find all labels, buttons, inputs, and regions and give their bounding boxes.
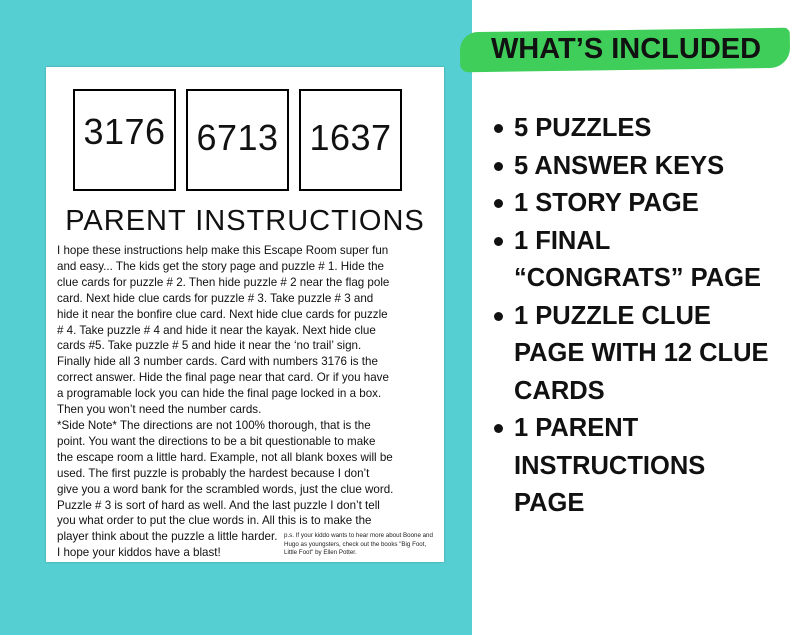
- included-item: [494, 223, 794, 298]
- included-item: [494, 298, 794, 411]
- instructions-line: Puzzle # 3 is sort of hard as well. And the last puzzle I don’t tell: [57, 498, 380, 512]
- instructions-line: clue cards for puzzle # 2. Then hide puzzle # 2 near the flag pole: [57, 275, 390, 289]
- bullet-icon: [494, 424, 503, 433]
- instructions-line: a programable lock you can hide the final page locked in a box.: [57, 387, 382, 401]
- instructions-line: card. Next hide clue cards for puzzle # 3. Take puzzle # 3 and: [57, 291, 374, 305]
- instructions-line: # 4. Take puzzle # 4 and hide it near the kayak. Next hide clue: [57, 323, 376, 337]
- included-item: [494, 148, 794, 186]
- included-item-text: 1 PARENT: [514, 414, 639, 442]
- included-item-text: 5 PUZZLES: [514, 114, 652, 142]
- included-item-text: CARDS: [514, 376, 605, 405]
- number-card-3-value: 1637: [309, 117, 392, 158]
- instructions-line: I hope your kiddos have a blast!: [57, 546, 221, 560]
- whats-included-heading: WHAT’S INCLUDED: [490, 33, 762, 65]
- number-card-1: [73, 89, 176, 191]
- included-item: [494, 410, 794, 523]
- instructions-line: *Side Note* The directions are not 100% thorough, that is the: [57, 418, 371, 432]
- number-card-2: [186, 89, 289, 191]
- included-item-text: 1 STORY PAGE: [514, 189, 699, 217]
- postscript-note: p.s. If your kiddo wants to hear more about Boone and Hugo as youngsters, check out the books "Big Foot, Little Foot" by Ellen Potter.: [284, 532, 433, 557]
- instructions-line: and easy... The kids get the story page and puzzle # 1. Hide the: [57, 259, 384, 273]
- included-item-text: 1 PUZZLE CLUE: [514, 301, 711, 330]
- instructions-line: used. The first puzzle is probably the hardest because I don’t: [57, 466, 370, 480]
- included-item: [494, 110, 794, 148]
- parent-instructions-page: [46, 67, 444, 562]
- instructions-line: Then you won’t need the number cards.: [57, 403, 262, 417]
- included-item-text: PAGE: [514, 489, 585, 517]
- included-list: [494, 110, 794, 523]
- instructions-line: Finally hide all 3 number cards. Card with numbers 3176 is the: [57, 355, 378, 369]
- included-item-text: INSTRUCTIONS: [514, 451, 706, 480]
- number-card-1-value: 3176: [83, 111, 166, 152]
- instructions-line: player think about the puzzle a little harder.: [57, 530, 278, 544]
- included-item-text: PAGE WITH 12 CLUE: [514, 339, 769, 367]
- included-item-text: 1 FINAL: [514, 226, 611, 255]
- included-item: [494, 185, 794, 223]
- bullet-icon: [494, 312, 503, 321]
- bullet-icon: [494, 162, 503, 171]
- instructions-line: give you a word bank for the scrambled words, just the clue word.: [57, 482, 394, 496]
- number-card-2-value: 6713: [196, 117, 279, 158]
- bullet-icon: [494, 124, 503, 133]
- page-title: PARENT INSTRUCTIONS: [65, 205, 425, 237]
- instructions-body: [57, 243, 437, 561]
- instructions-line: cards #5. Take puzzle # 5 and hide it near the ‘no trail’ sign.: [57, 339, 362, 353]
- included-item-text: 5 ANSWER KEYS: [514, 151, 725, 180]
- instructions-line: the escape room a little hard. Example, not all blank boxes will be: [57, 450, 393, 464]
- instructions-line: you what order to put the clue words in. All this is to make the: [57, 514, 372, 528]
- instructions-line: I hope these instructions help make this Escape Room super fun: [57, 244, 389, 257]
- included-item-text: “CONGRATS” PAGE: [514, 264, 761, 292]
- bullet-icon: [494, 199, 503, 208]
- instructions-line: hide it near the bonfire clue card. Next hide clue cards for puzzle: [57, 307, 388, 321]
- number-card-3: [299, 89, 402, 191]
- instructions-line: point. You want the directions to be a bit questionable to make: [57, 434, 376, 448]
- instructions-line: correct answer. Hide the final page near that card. Or if you have: [57, 371, 389, 385]
- bullet-icon: [494, 237, 503, 246]
